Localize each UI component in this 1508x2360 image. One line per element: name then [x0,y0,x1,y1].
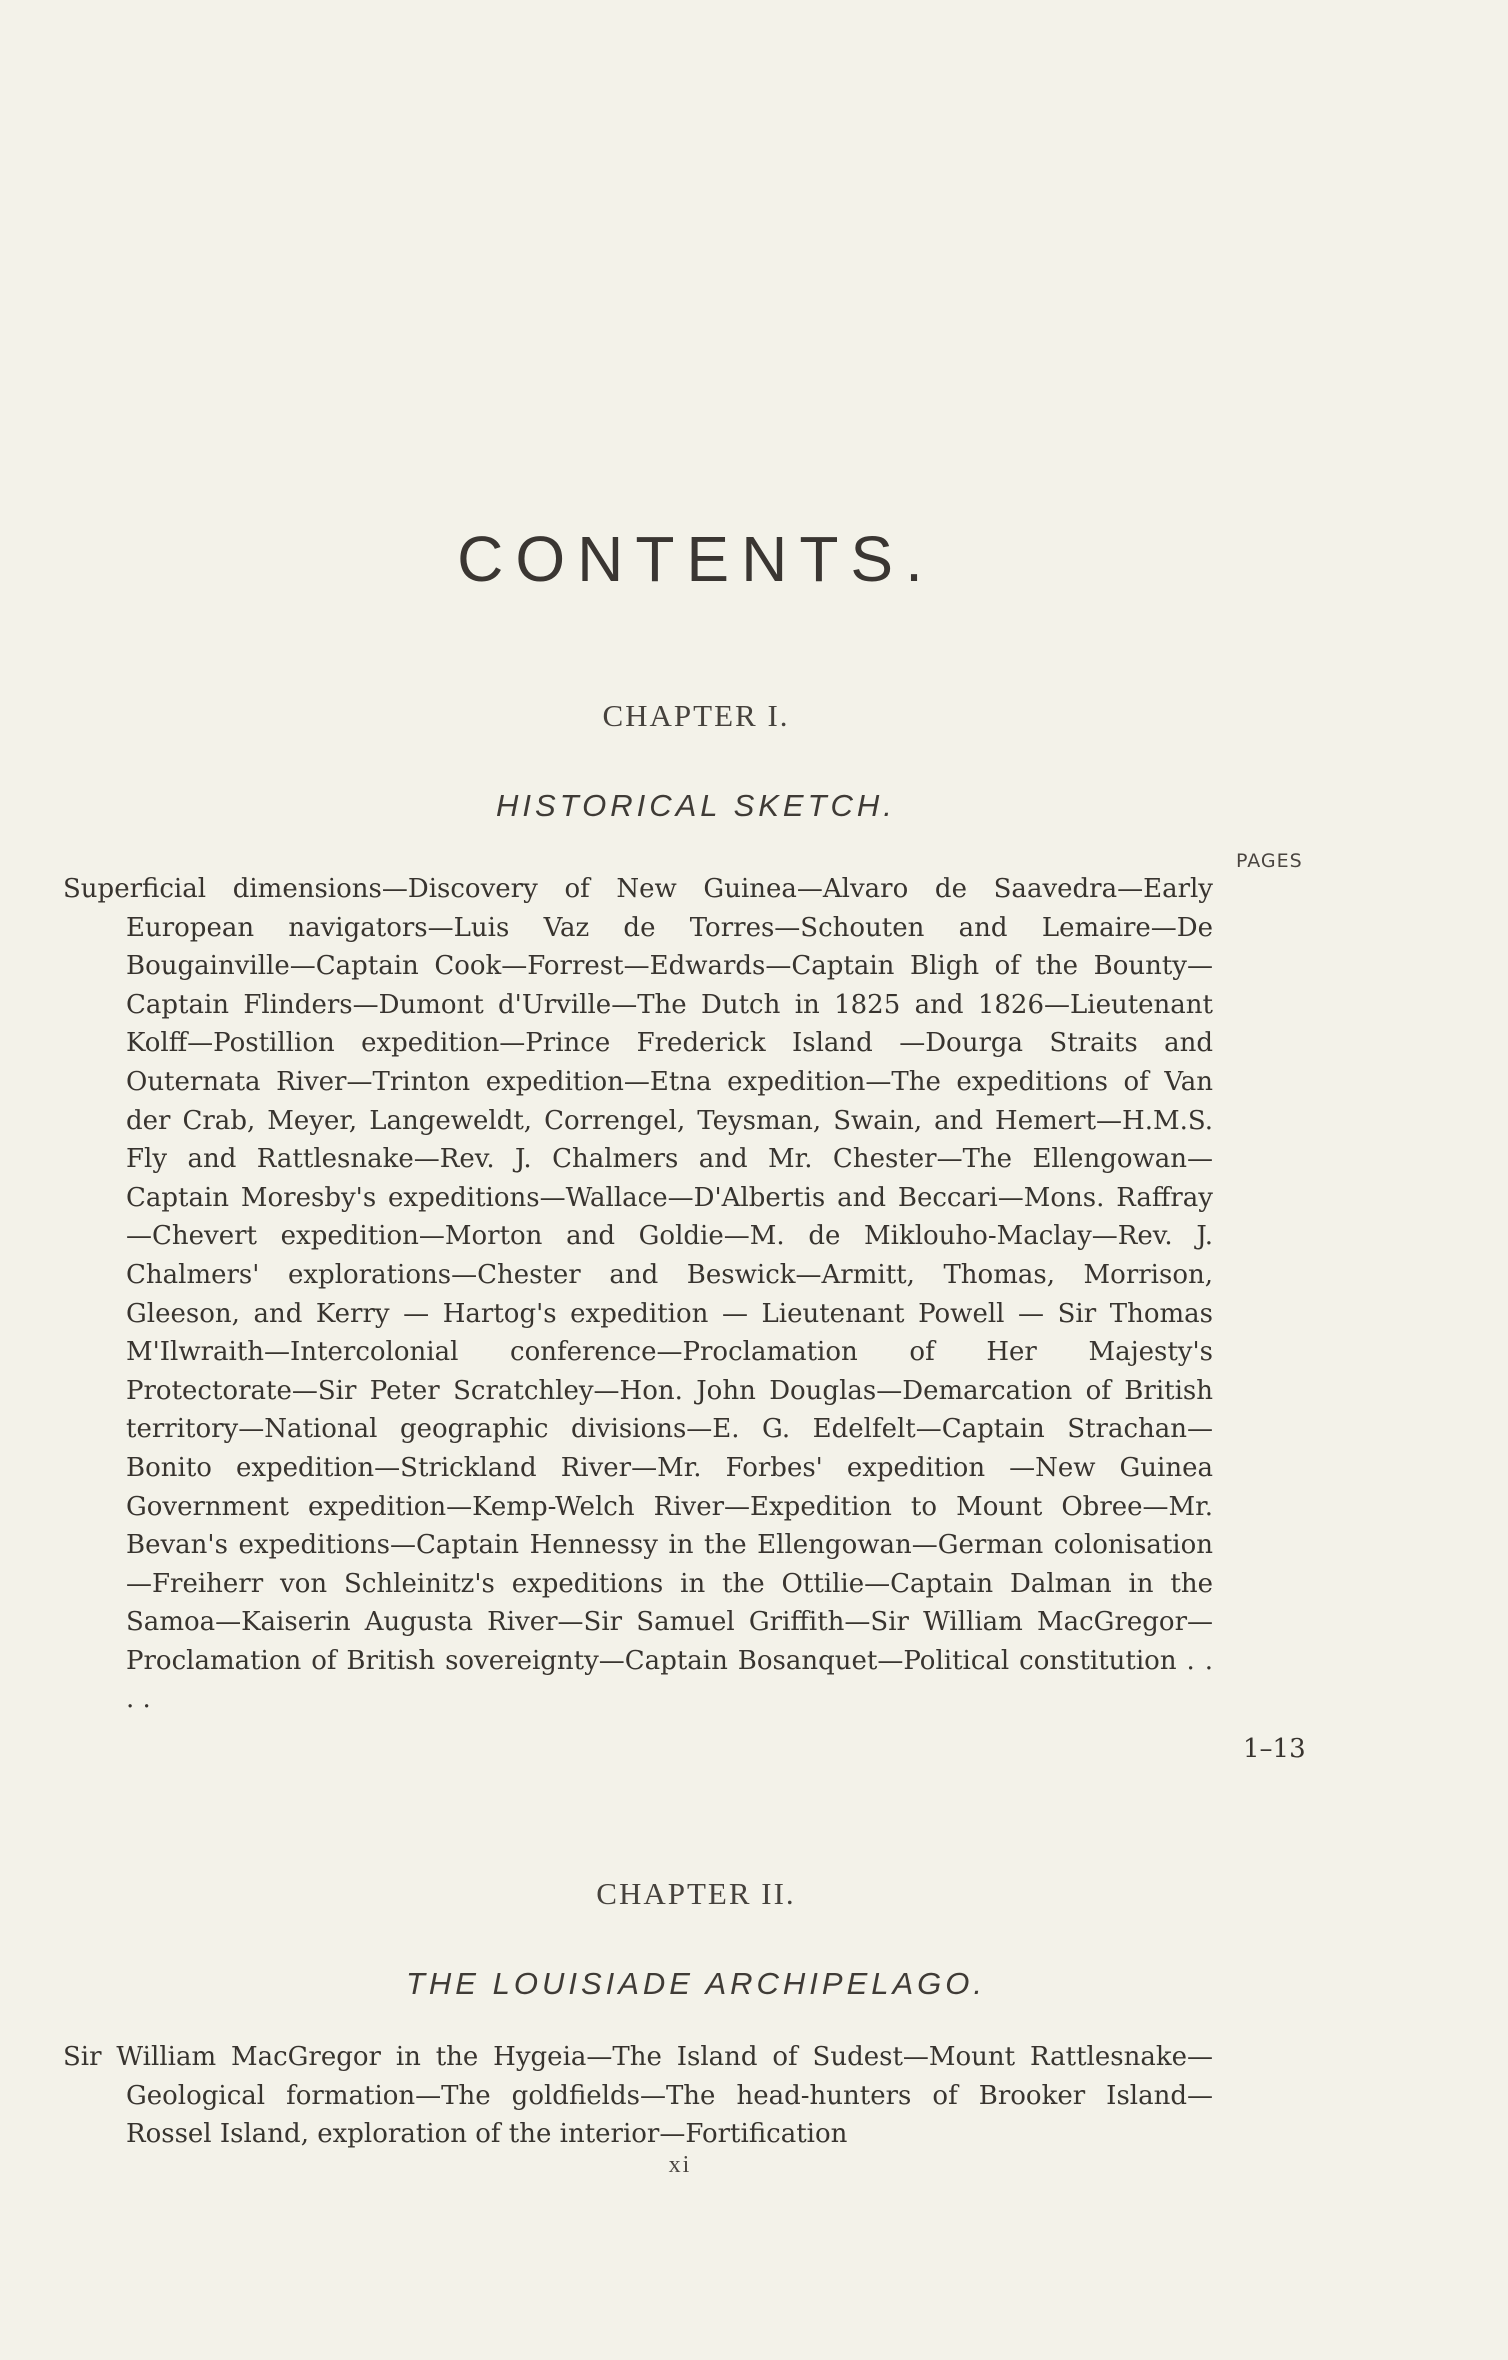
chapter-2-subtitle: THE LOUISIADE ARCHIPELAGO. [405,1966,987,2001]
pages-column-label: PAGES [1236,850,1303,872]
chapter-1-leader-dots: . . . . [126,1645,1214,1715]
chapter-1-subtitle: HISTORICAL SKETCH. [496,788,896,823]
chapter-1-summary-text: Superficial dimensions—Discovery of New Guinea—Alvaro de Saavedra—Early European navigators—Luis Vaz de Torres—Schouten and Lemaire—De Bougainville—Captain Cook—Forrest—Edwards—Captain Bligh of the Bounty—Captain Flinders—Dumont d'Urville—The Dutch in 1825 and 1826—Lieutenant Kolff—Postillion expedition—Prince Frederick Island —Dourga Straits and Outernata River—Trinton expedition—Etna expedition—The expeditions of Van der Crab, Meyer, Langeweldt, Correngel, Teysman, Swain, and Hemert—H.M.S. Fly and Rattlesnake—Rev. J. Chalmers and Mr. Chester—The Ellengowan—Captain Moresby's expeditions—Wallace—D'Albertis and Beccari—Mons. Raffray—Chevert expedition—Morton and Goldie—M. de Miklouho-Maclay—Rev. J. Chalmers' explorations—Chester and Beswick—Armitt, Thomas, Morrison, Gleeson, and Kerry — Hartog's expedition — Lieutenant Powell — Sir Thomas M'Ilwraith—Intercolonial conference—Proclamation of Her Majesty's Protectorate—Sir Peter Scratchley—Hon. John Douglas—Demarcation of British territory—National geographic divisions—E. G. Edelfelt—Captain Strachan—Bonito expedition—Strickland River—Mr. Forbes' expedition —New Guinea Government expedition—Kemp-Welch River—Expedition to Mount Obree—Mr. Bevan's expeditions—Captain Hennessy in the Ellengowan—German colonisation—Freiherr von Schleinitz's expeditions in the Ottilie—Captain Dalman in the Samoa—Kaiserin Augusta River—Sir Samuel Griffith—Sir William MacGregor—Proclamation of British sovereignty—Captain Bosanquet—Political constitution [63,874,1213,1676]
page-folio: xi [668,2152,692,2178]
chapter-1-page-range: 1–13 [1243,1734,1306,1764]
chapter-2-summary-text: Sir William MacGregor in the Hygeia—The Island of Sudest—Mount Rattlesnake—Geological formation—The goldfields—The head-hunters of Brooker Island—Rossel Island, exploration of the interior—Fortification [63,2042,1213,2150]
chapter-2-summary [63,2038,1213,2154]
chapter-2-heading: CHAPTER II. [596,1876,796,1911]
page-title: CONTENTS. [457,523,935,595]
chapter-1-heading: CHAPTER I. [602,698,790,733]
chapter-1-summary [63,870,1213,1719]
